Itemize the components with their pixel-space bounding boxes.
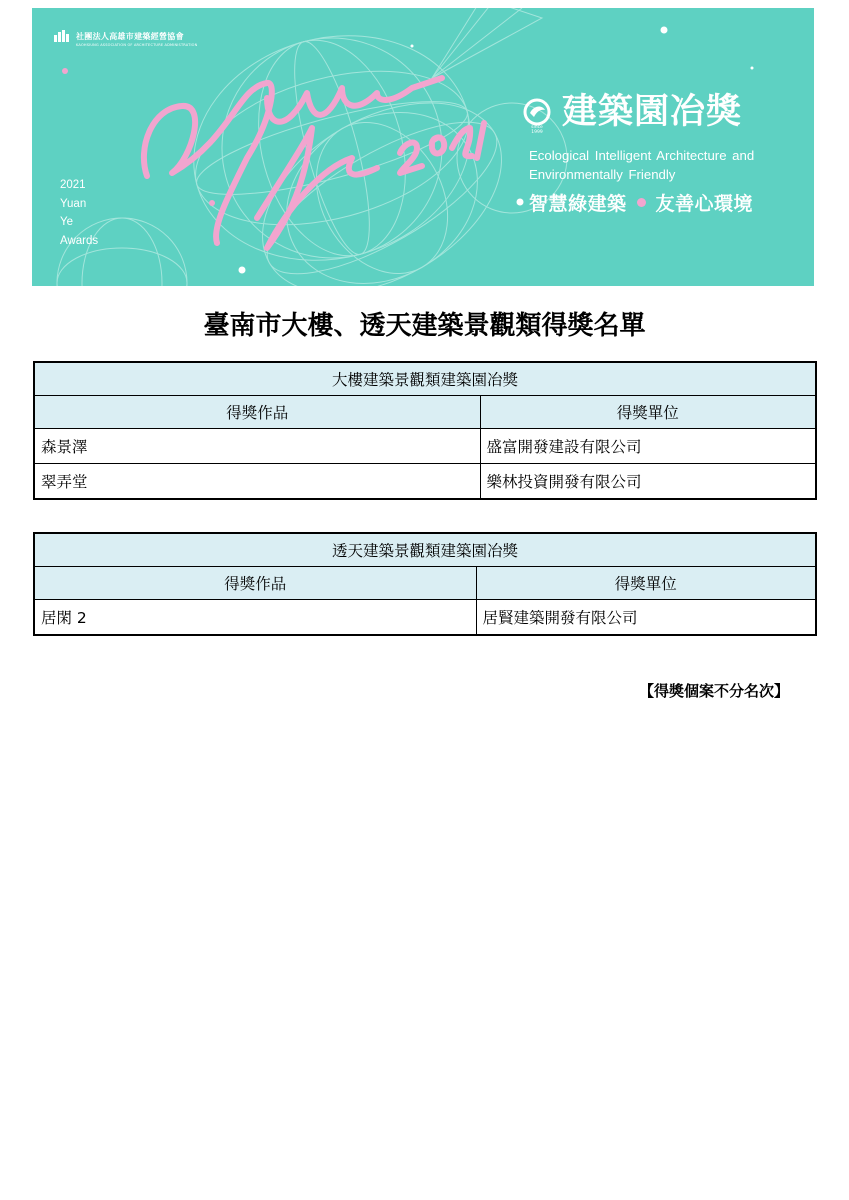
award-year-info	[60, 176, 98, 250]
english-line-1: Ecological Intelligent Architecture and	[529, 148, 755, 163]
table-row	[34, 429, 816, 464]
table-row	[34, 600, 816, 636]
table-category: 大樓建築景觀類建築園冶獎	[34, 362, 816, 396]
slogan-dot-icon	[637, 198, 646, 207]
english-line-2: Environmentally Friendly	[529, 167, 676, 182]
yuanye-logo-icon	[522, 97, 552, 127]
table-category-row	[34, 362, 816, 396]
work-cell: 森景澤	[34, 429, 480, 464]
award-banner	[32, 8, 814, 286]
unit-cell: 居賢建築開發有限公司	[476, 600, 816, 636]
brand-block	[522, 92, 742, 132]
column-header-work: 得獎作品	[34, 396, 480, 429]
unit-cell: 盛富開發建設有限公司	[480, 429, 816, 464]
award-name-line1: Yuan	[60, 197, 87, 210]
slogan-right: 友善心環境	[655, 193, 754, 215]
brand-title: 建築園冶獎	[562, 92, 743, 132]
slogan-left: 智慧綠建築	[529, 193, 627, 215]
since-year: 1999	[531, 130, 543, 135]
table-header-row	[34, 567, 816, 600]
unit-cell: 樂林投資開發有限公司	[480, 464, 816, 500]
org-header	[54, 30, 184, 42]
column-header-work: 得獎作品	[34, 567, 476, 600]
ranking-note: 【得獎個案不分名次】	[638, 682, 789, 700]
table-category: 透天建築景觀類建築園冶獎	[34, 533, 816, 567]
column-header-unit: 得獎單位	[476, 567, 816, 600]
award-table-townhouse	[33, 532, 817, 636]
org-subtitle: KAOHSIUNG ASSOCIATION OF ARCHITECTURE ADMINISTRATION	[76, 43, 198, 47]
org-name: 社團法人高雄市建築經營協會	[76, 31, 184, 41]
english-tagline	[529, 146, 754, 184]
table-header-row	[34, 396, 816, 429]
table-category-row	[34, 533, 816, 567]
table-row	[34, 464, 816, 500]
slogan	[529, 189, 753, 216]
work-cell: 翠弄堂	[34, 464, 480, 500]
award-name-line3: Awards	[60, 234, 99, 247]
award-name-line2: Ye	[60, 216, 74, 228]
award-year: 2021	[60, 179, 86, 191]
since-text: since	[531, 125, 543, 130]
award-table-building	[33, 361, 817, 500]
work-cell: 居閑 2	[34, 600, 476, 636]
document-title: 臺南市大樓、透天建築景觀類得獎名單	[203, 311, 646, 341]
org-logo-icon	[54, 30, 70, 42]
since-label	[526, 125, 548, 135]
column-header-unit: 得獎單位	[480, 396, 816, 429]
